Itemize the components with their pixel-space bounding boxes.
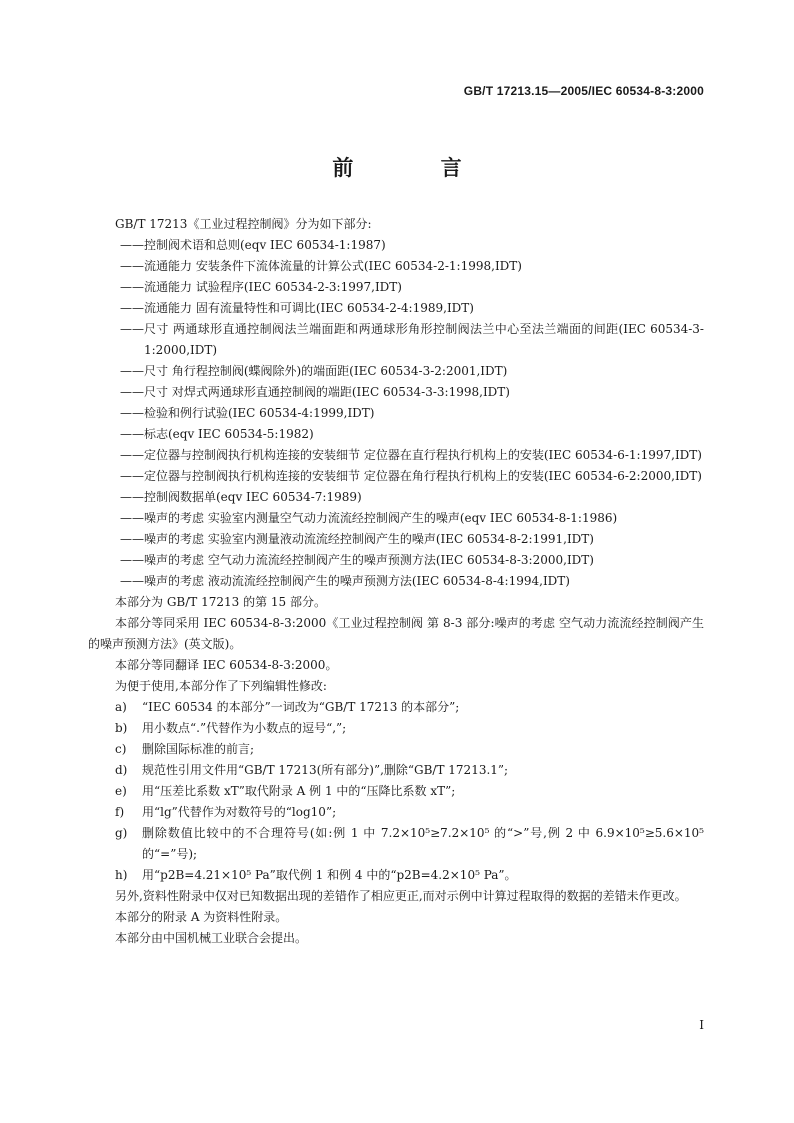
dash-marker: —— <box>120 469 144 483</box>
dash-marker: —— <box>120 553 144 567</box>
edit-letter: c) <box>115 742 127 756</box>
part-title: 控制阀术语和总则(eqv IEC 60534-1:1987) <box>144 238 386 252</box>
part-list-item <box>88 466 704 487</box>
part-list-item <box>88 403 704 424</box>
part-list-item <box>88 424 704 445</box>
paragraph-annex: 本部分的附录 A 为资料性附录。 <box>115 910 288 924</box>
dash-marker: —— <box>120 511 144 525</box>
dash-marker: —— <box>120 406 144 420</box>
edit-text: 用“压差比系数 xT”取代附录 A 例 1 中的“压降比系数 xT”; <box>142 784 456 798</box>
part-list-item <box>88 487 704 508</box>
edit-letter: a) <box>115 700 127 714</box>
edit-text: 规范性引用文件用“GB/T 17213(所有部分)”,删除“GB/T 17213.1”; <box>142 763 509 777</box>
edits-list <box>88 697 704 886</box>
part-title: 尺寸 两通球形直通控制阀法兰端面距和两通球形角形控制阀法兰中心至法兰端面的间距(IEC 60534-3-1:2000,IDT) <box>144 322 704 357</box>
edit-list-item <box>88 697 704 718</box>
part-title: 控制阀数据单(eqv IEC 60534-7:1989) <box>144 490 362 504</box>
edit-letter: h) <box>115 868 128 882</box>
edit-letter: b) <box>115 721 128 735</box>
part-title: 噪声的考虑 液动流流经控制阀产生的噪声预测方法(IEC 60534-8-4:1994,IDT) <box>144 574 570 588</box>
standard-number-header: GB/T 17213.15—2005/IEC 60534-8-3:2000 <box>463 84 704 98</box>
parts-list <box>88 235 704 592</box>
part-list-item <box>88 529 704 550</box>
part-title: 噪声的考虑 实验室内测量空气动力流流经控制阀产生的噪声(eqv IEC 60534-8-1:1986) <box>144 511 618 525</box>
edit-letter: g) <box>115 826 128 840</box>
part-list-item <box>88 445 704 466</box>
part-title: 尺寸 角行程控制阀(蝶阀除外)的端面距(IEC 60534-3-2:2001,IDT) <box>144 364 508 378</box>
dash-marker: —— <box>120 574 144 588</box>
paragraph-edits-intro: 为便于使用,本部分作了下列编辑性修改: <box>115 679 327 693</box>
part-list-item <box>88 277 704 298</box>
paragraph-adoption: 本部分等同采用 IEC 60534-8-3:2000《工业过程控制阀 第 8-3 部分:噪声的考虑 空气动力流流经控制阀产生的噪声预测方法》(英文版)。 <box>88 616 704 651</box>
dash-marker: —— <box>120 364 144 378</box>
paragraph-proposer: 本部分由中国机械工业联合会提出。 <box>115 931 308 945</box>
dash-marker: —— <box>120 490 144 504</box>
dash-marker: —— <box>120 448 144 462</box>
part-title: 尺寸 对焊式两通球形直通控制阀的端距(IEC 60534-3-3:1998,IDT) <box>144 385 510 399</box>
edit-text: 用“p2B=4.21×10⁵ Pa”取代例 1 和例 4 中的“p2B=4.2×10⁵ Pa”。 <box>142 868 517 882</box>
part-title: 定位器与控制阀执行机构连接的安装细节 定位器在直行程执行机构上的安装(IEC 60534-6-1:1997,IDT) <box>144 448 702 462</box>
part-title: 定位器与控制阀执行机构连接的安装细节 定位器在角行程执行机构上的安装(IEC 60534-6-2:2000,IDT) <box>144 469 702 483</box>
dash-marker: —— <box>120 532 144 546</box>
edit-text: 用小数点“.”代替作为小数点的逗号“,”; <box>142 721 347 735</box>
part-title: 流通能力 安装条件下流体流量的计算公式(IEC 60534-2-1:1998,IDT) <box>144 259 522 273</box>
part-title: 流通能力 固有流量特性和可调比(IEC 60534-2-4:1989,IDT) <box>144 301 474 315</box>
part-title: 检验和例行试验(IEC 60534-4:1999,IDT) <box>144 406 375 420</box>
edit-letter: d) <box>115 763 128 777</box>
page-number: I <box>699 1018 704 1032</box>
edit-text: 删除数值比较中的不合理符号(如:例 1 中 7.2×10⁵≥7.2×10⁵ 的“>”号,例 2 中 6.9×10⁵≥5.6×10⁵ 的“=”号); <box>142 826 704 861</box>
part-list-item <box>88 550 704 571</box>
part-list-item <box>88 319 704 361</box>
edit-letter: f) <box>115 805 125 819</box>
part-list-item <box>88 361 704 382</box>
part-title: 标志(eqv IEC 60534-5:1982) <box>144 427 314 441</box>
edit-list-item <box>88 865 704 886</box>
part-title: 噪声的考虑 实验室内测量液动流流经控制阀产生的噪声(IEC 60534-8-2:1991,IDT) <box>144 532 594 546</box>
part-list-item <box>88 256 704 277</box>
part-title: 噪声的考虑 空气动力流流经控制阀产生的噪声预测方法(IEC 60534-8-3:2000,IDT) <box>144 553 594 567</box>
edit-text: “IEC 60534 的本部分”一词改为“GB/T 17213 的本部分”; <box>142 700 460 714</box>
paragraph-part15: 本部分为 GB/T 17213 的第 15 部分。 <box>115 595 326 609</box>
part-list-item <box>88 298 704 319</box>
foreword-body <box>88 214 704 949</box>
dash-marker: —— <box>120 301 144 315</box>
part-title: 流通能力 试验程序(IEC 60534-2-3:1997,IDT) <box>144 280 402 294</box>
part-list-item <box>88 235 704 256</box>
intro-paragraph: GB/T 17213《工业过程控制阀》分为如下部分: <box>115 217 372 231</box>
part-list-item <box>88 571 704 592</box>
paragraph-corrections: 另外,资料性附录中仅对已知数据出现的差错作了相应更正,而对示例中计算过程取得的数据的差错未作更改。 <box>115 889 687 903</box>
page-title: 前 言 <box>332 155 502 180</box>
edit-text: 删除国际标准的前言; <box>142 742 255 756</box>
dash-marker: —— <box>120 280 144 294</box>
edit-letter: e) <box>115 784 127 798</box>
dash-marker: —— <box>120 427 144 441</box>
dash-marker: —— <box>120 238 144 252</box>
edit-list-item <box>88 823 704 865</box>
edit-text: 用“lg”代替作为对数符号的“log10”; <box>142 805 337 819</box>
dash-marker: —— <box>120 385 144 399</box>
edit-list-item <box>88 760 704 781</box>
edit-list-item <box>88 781 704 802</box>
edit-list-item <box>88 718 704 739</box>
edit-list-item <box>88 802 704 823</box>
paragraph-translation: 本部分等同翻译 IEC 60534-8-3:2000。 <box>115 658 338 672</box>
part-list-item <box>88 508 704 529</box>
dash-marker: —— <box>120 322 144 336</box>
edit-list-item <box>88 739 704 760</box>
part-list-item <box>88 382 704 403</box>
dash-marker: —— <box>120 259 144 273</box>
